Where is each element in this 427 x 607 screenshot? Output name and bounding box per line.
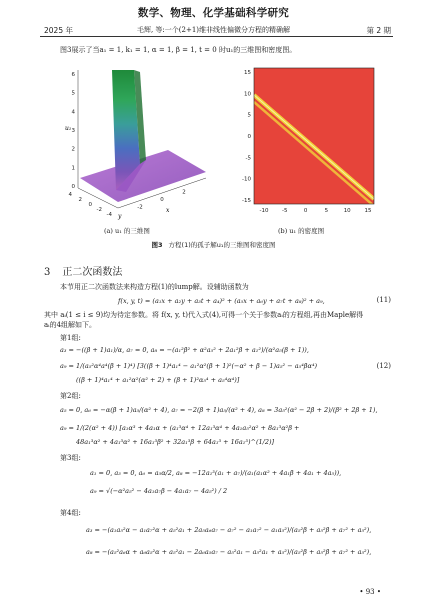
z-axis-label: u₁ <box>65 125 72 132</box>
z-tick-label: 5 <box>71 90 75 97</box>
journal-title: 数学、物理、化学基础科学研究 <box>137 7 290 19</box>
density-y-tick-label: 10 <box>244 91 251 98</box>
density-y-tick-label: 15 <box>244 70 251 76</box>
figure-label: 图3 <box>151 241 163 249</box>
group-1-line-2: a₉ = 1/(a₅²α⁴a⁴(β + 1)⁴) [3((β + 1)⁴a₁⁴ − a₁²α²(β + 1)²(−α² + β − 1)a₅² − a₅⁴βα⁴) <box>60 362 318 370</box>
group-4-line-2: a₈ = −(a₅²a₆α + a₆a₅²α + a₅²a₁ − 2a₆a₅a₇ − a₅²a₁ − a₅²a₁ + a₅²)/(a₅²β + a₅²β + a₇² + a₅²), <box>86 548 372 556</box>
y-tick-label: 2 <box>182 189 186 196</box>
group-2-line-3: 48a₁³α² + 4a₁³α² + 16a₁³β² + 32a₁³β + 64a₁³ + 16a₁³)^(1/2)] <box>76 438 275 446</box>
density-x-tick-label: 5 <box>324 208 329 214</box>
header-running-title: 毛辉, 等:一个(2+1)维非线性偏微分方程的精确解 <box>136 26 291 34</box>
figure-caption-text: 方程(1)的孤子解u₁的三维图和密度图 <box>168 241 276 249</box>
x-axis-label: x <box>166 207 170 214</box>
y-tick-label: -2 <box>137 204 143 211</box>
equation-11-number: (11) <box>376 296 391 304</box>
x-tick-label: 0 <box>88 202 92 208</box>
group-3-label: 第3组: <box>60 454 81 462</box>
group-4-line-1: a₃ = −(a₁a₅²α − a₁a₇²α + a₅²a₁ + 2a₅a₆a₇ − a₇² − a₁a₇² − a₁a₅²)/(a₅²β + a₅²β + a₇² + a₅²), <box>86 526 372 534</box>
density-y-tick-label: 5 <box>247 112 251 119</box>
x-tick-label: 2 <box>78 197 82 203</box>
x-tick-label: 4 <box>68 192 72 198</box>
density-y-tick-label: -15 <box>242 198 251 204</box>
body-line-2: 其中 aᵢ(1 ≤ i ≤ 9)均为待定参数。将 f(x, y, t)代入式(4),可得一个关于参数aᵢ的方程组,再由Maple解得 <box>44 311 364 319</box>
density-y-tick-label: 0 <box>247 134 251 140</box>
header-issue: 第 2 期 <box>366 26 391 35</box>
density-x-tick-label: 15 <box>364 208 372 214</box>
figure-density-plot <box>232 60 382 222</box>
group-2-line-1: a₅ = 0, a₆ = −α(β + 1)a₅/(α² + 4), a₇ = −2(β + 1)a₅/(α² + 4), a₈ = 3a₅²(α² − 2β + 2)/(β² + 2β + 1), <box>60 406 378 414</box>
x-tick-label: -4 <box>106 212 112 218</box>
z-tick-label: 3 <box>71 128 75 134</box>
page-number: • 93 • <box>359 588 381 596</box>
group-1-line-1: a₃ = −((β + 1)a₁)/α, a₇ = 0, a₈ = −(a₁²β² + α²a₅² + 2a₁²β + a₁²)/(α²a₅(β + 1)), <box>60 346 309 354</box>
group-3-line-2: a₉ = √(−α²a₅² − 4a₁a₇β − 4a₁a₇ − 4a₅²) / 2 <box>90 487 228 495</box>
group-2-line-2: a₉ = 1/(2(α² + 4)) [a₁α³ + 4a₁α + (a₁³α⁴ + 12a₁³α⁴ + 4a₁a₅²α² + 8a₁³α²β + <box>60 424 300 432</box>
y-axis-label: y <box>118 213 122 220</box>
z-tick-label: 4 <box>71 109 75 116</box>
density-x-tick-label: -10 <box>259 208 269 214</box>
page-header <box>0 0 427 38</box>
density-y-tick-label: -10 <box>242 176 251 183</box>
x-tick-label: -2 <box>96 207 102 213</box>
density-x-tick-label: 10 <box>343 208 351 214</box>
z-tick-label: 6 <box>71 72 75 78</box>
group-1-label: 第1组: <box>60 334 81 342</box>
section-title: 正二次函数法 <box>62 267 123 278</box>
header-rule <box>40 36 393 37</box>
section-number: 3 <box>44 267 51 278</box>
body-line-3: aᵢ的4组解如下。 <box>44 321 97 329</box>
subcaption-b: (b) u₁ 的密度图 <box>278 227 325 235</box>
y-tick-label: 0 <box>160 197 164 203</box>
body-line-1: 本节用正二次函数法来构造方程(1)的lump解。设辅助函数为 <box>60 283 249 291</box>
density-x-tick-label: 0 <box>303 208 308 214</box>
z-tick-label: 1 <box>71 165 75 172</box>
density-x-tick-label: -5 <box>282 208 288 214</box>
figure-3d-plot <box>56 60 226 222</box>
group-1-line-3: ((β + 1)⁴a₁⁴ + a₁²α²(α² + 2) + (β + 1)²α₅⁴ + a₅⁴α⁴)] <box>76 376 240 384</box>
equation-12-number: (12) <box>376 362 391 370</box>
density-y-tick-label: -5 <box>245 155 251 162</box>
z-tick-label: 2 <box>71 146 75 153</box>
z-tick-label: 0 <box>71 184 75 190</box>
figure-caption <box>0 240 427 249</box>
subcaption-a: (a) u₁ 的三维图 <box>104 227 150 235</box>
section-heading <box>44 263 122 278</box>
header-year: 2025 年 <box>44 26 73 35</box>
group-4-label: 第4组: <box>60 509 81 517</box>
intro-paragraph: 图3展示了当a₁ = 1, k₁ = 1, α = 1, β = 1, t = 0 时u₁的三维图和密度图。 <box>60 46 297 54</box>
group-3-line-1: a₁ = 0, a₃ = 0, a₆ = a₅α/2, a₈ = −12a₁³(a₁ + a₇)/(a₁(a₁α² + 4a₁β + 4a₁ + 4a₅)), <box>90 469 342 477</box>
equation-11: f(x, y, t) = (a₁x + a₂y + a₃t + a₄)² + (a₅x + a₆y + a₇t + a₈)² + a₉, <box>118 297 325 305</box>
group-2-label: 第2组: <box>60 392 81 400</box>
